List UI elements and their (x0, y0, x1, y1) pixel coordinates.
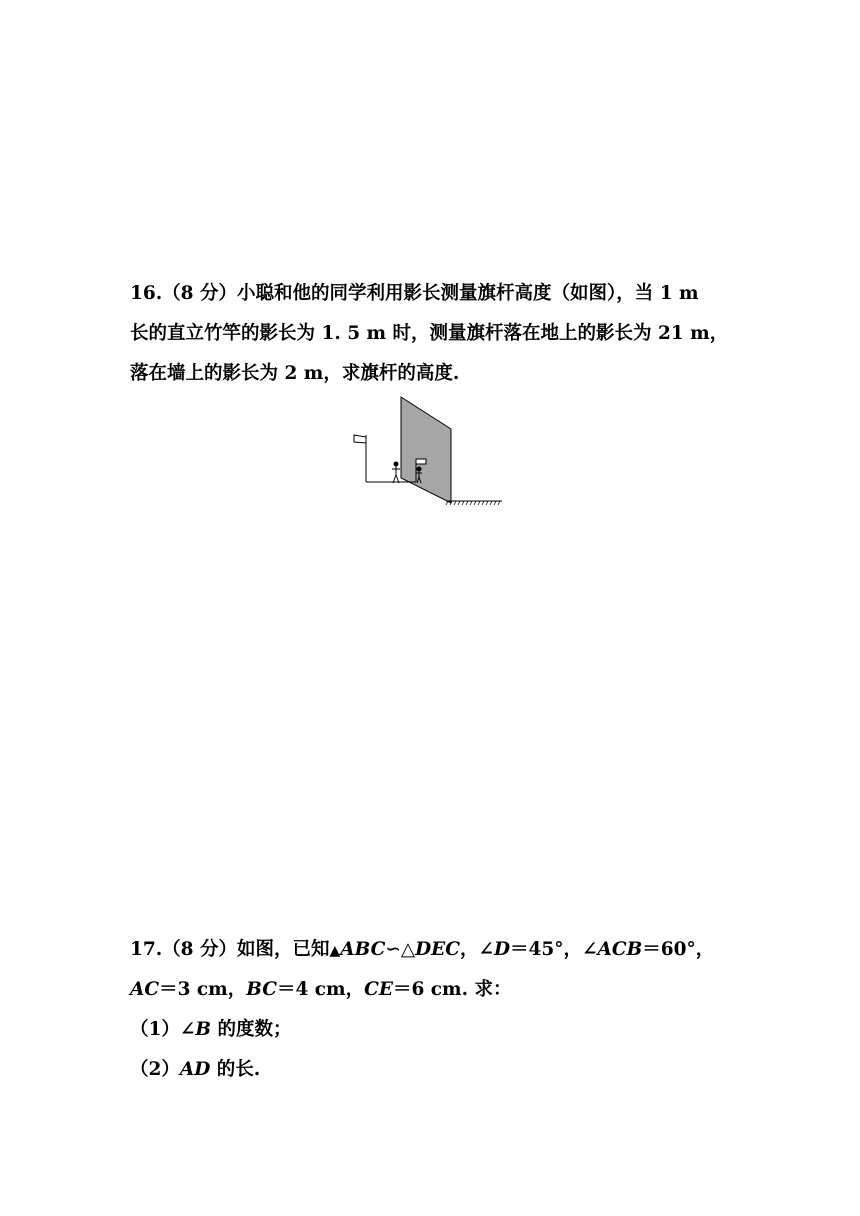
angle-d: D (493, 939, 511, 960)
flag-shadow (416, 459, 426, 464)
person-figure (392, 462, 400, 483)
flagpole-figure (350, 393, 510, 508)
sub2-suffix: 的长. (210, 1059, 261, 1080)
segment-ce: CE (364, 979, 393, 1000)
q16-line-3: 落在墙上的影长为 2 m，求旗杆的高度. (130, 363, 460, 384)
triangle-abc: ABC (340, 939, 386, 960)
angle-acb: ACB (597, 939, 643, 960)
q17-prefix: 17.（8 分）如图，已知 (130, 939, 330, 960)
sub2-prefix: （2） (130, 1059, 180, 1080)
ground-hatching (446, 501, 500, 505)
angle-acb-value: ＝60°， (642, 939, 715, 960)
sub1-suffix: 的度数； (211, 1019, 292, 1040)
segment-ce-value: ＝6 cm. 求： (392, 979, 512, 1000)
segment-bc-value: ＝4 cm， (276, 979, 365, 1000)
small-triangle-symbol: ▲ (329, 943, 341, 959)
sub1-prefix: （1）∠ (130, 1019, 196, 1040)
angle-d-value: ＝45°，∠ (510, 939, 598, 960)
q17-line-1 (130, 938, 714, 963)
triangle-dec: DEC (415, 939, 460, 960)
similar-symbol: ∽△ (385, 939, 416, 960)
angle-b: B (195, 1019, 212, 1040)
wall-shape (401, 397, 451, 503)
q17-subquestion-2 (130, 1058, 260, 1082)
q16-line-1: 16.（8 分）小聪和他的同学利用影长测量旗杆高度（如图），当 1 m (130, 283, 699, 304)
q17-line-2 (130, 978, 511, 1002)
q17-subquestion-1 (130, 1018, 291, 1042)
segment-ad: AD (179, 1059, 211, 1080)
separator: ，∠ (459, 939, 494, 960)
flag (354, 435, 366, 443)
q16-line-2: 长的直立竹竿的影长为 1. 5 m 时，测量旗杆落在地上的影长为 21 m， (130, 323, 729, 344)
segment-bc: BC (246, 979, 277, 1000)
segment-ac: AC (130, 979, 160, 1000)
segment-ac-value: ＝3 cm， (159, 979, 247, 1000)
